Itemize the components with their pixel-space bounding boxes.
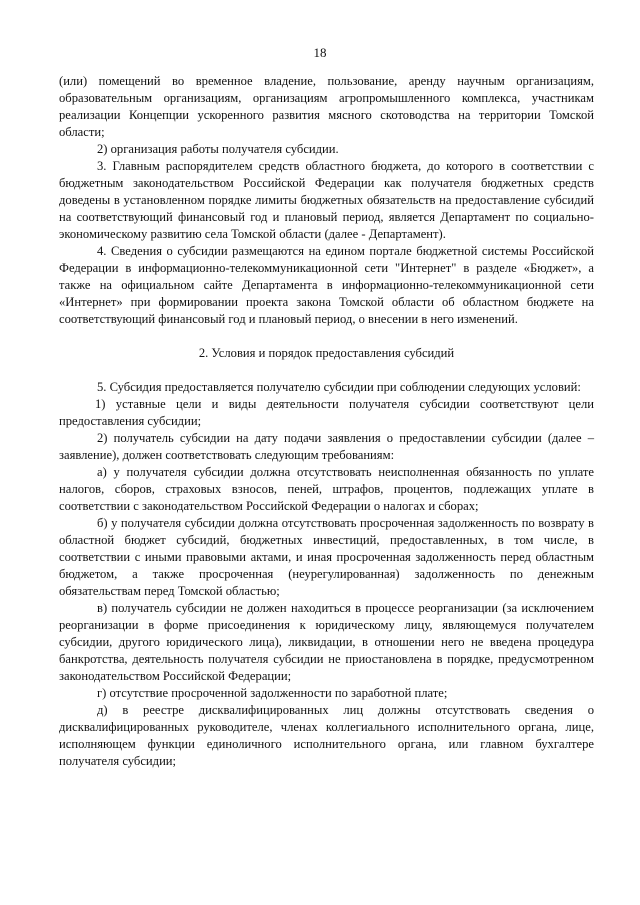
paragraph-clause-5: 5. Субсидия предоставляется получателю субсидии при соблюдении следующих условий: bbox=[97, 380, 581, 394]
requirement-d: д) в реестре дисквалифицированных лиц должны отсутствовать сведения о дисквалифицированных руководителе, членах коллегиального исполнительного органа, лице, исполняющем функции единоличного исполнительного органа, или главном бухгалтере получателя субсидии; bbox=[59, 703, 594, 768]
paragraph-clause-3: 3. Главным распорядителем средств областного бюджета, до которого в соответствии с бюджетным законодательством Российской Федерации как получателя бюджетных средств доведены в установленном порядке лимиты бюджетных обязательств на предоставление субсидий на соответствующий финансовый год и плановый период, является Департамент по социально-экономическому развитию села Томской области (далее - Департамент). bbox=[59, 159, 594, 241]
section-heading: 2. Условия и порядок предоставления субсидий bbox=[198, 346, 455, 360]
paragraph-clause-4: 4. Сведения о субсидии размещаются на едином портале бюджетной системы Российской Федерации в информационно-телекоммуникационной сети "Интернет" в разделе «Бюджет», а также на официальном сайте Департамента в информационно-телекоммуникационной сети «Интернет» при формировании проекта закона Томской области об областном бюджете на соответствующий финансовый год и плановый период, о внесении в него изменений. bbox=[59, 244, 594, 326]
page-number: 18 bbox=[313, 45, 327, 60]
document-body bbox=[59, 73, 594, 770]
condition-item-1: 1) уставные цели и виды деятельности получателя субсидии соответствуют цели предоставления субсидии; bbox=[59, 397, 594, 428]
condition-item-2: 2) получатель субсидии на дату подачи заявления о предоставлении субсидии (далее – заявление), должен соответствовать следующим требованиям: bbox=[59, 431, 594, 462]
paragraph-item-2: 2) организация работы получателя субсидии. bbox=[97, 142, 339, 156]
paragraph-continuation: (или) помещений во временное владение, пользование, аренду научным организациям, образовательным организациям, организациям агропромышленного комплекса, участникам реализации Концепции ускоренного развития мясного скотоводства на территории Томской области; bbox=[59, 74, 594, 139]
requirement-g: г) отсутствие просроченной задолженности по заработной плате; bbox=[97, 686, 448, 700]
requirement-a: а) у получателя субсидии должна отсутствовать неисполненная обязанность по уплате налогов, сборов, страховых взносов, пеней, штрафов, процентов, подлежащих уплате в соответствии с законодательством Российской Федерации о налогах и сборах; bbox=[59, 465, 594, 513]
requirement-b: б) у получателя субсидии должна отсутствовать просроченная задолженность по возврату в областной бюджет субсидий, бюджетных инвестиций, предоставленных, в том числе, в соответствии с иными правовыми актами, и иная просроченная задолженность перед областным бюджетом, а также просроченная (неурегулированная) задолженность по денежным обязательствам перед Томской областью; bbox=[59, 516, 594, 598]
requirement-v: в) получатель субсидии не должен находиться в процессе реорганизации (за исключением реорганизации в форме присоединения к юридическому лицу, являющемуся получателем субсидии, другого юридического лица), ликвидации, в отношении него не введена процедура банкротства, деятельность получателя субсидии не приостановлена в порядке, предусмотренном законодательством Российской Федерации; bbox=[59, 601, 594, 683]
